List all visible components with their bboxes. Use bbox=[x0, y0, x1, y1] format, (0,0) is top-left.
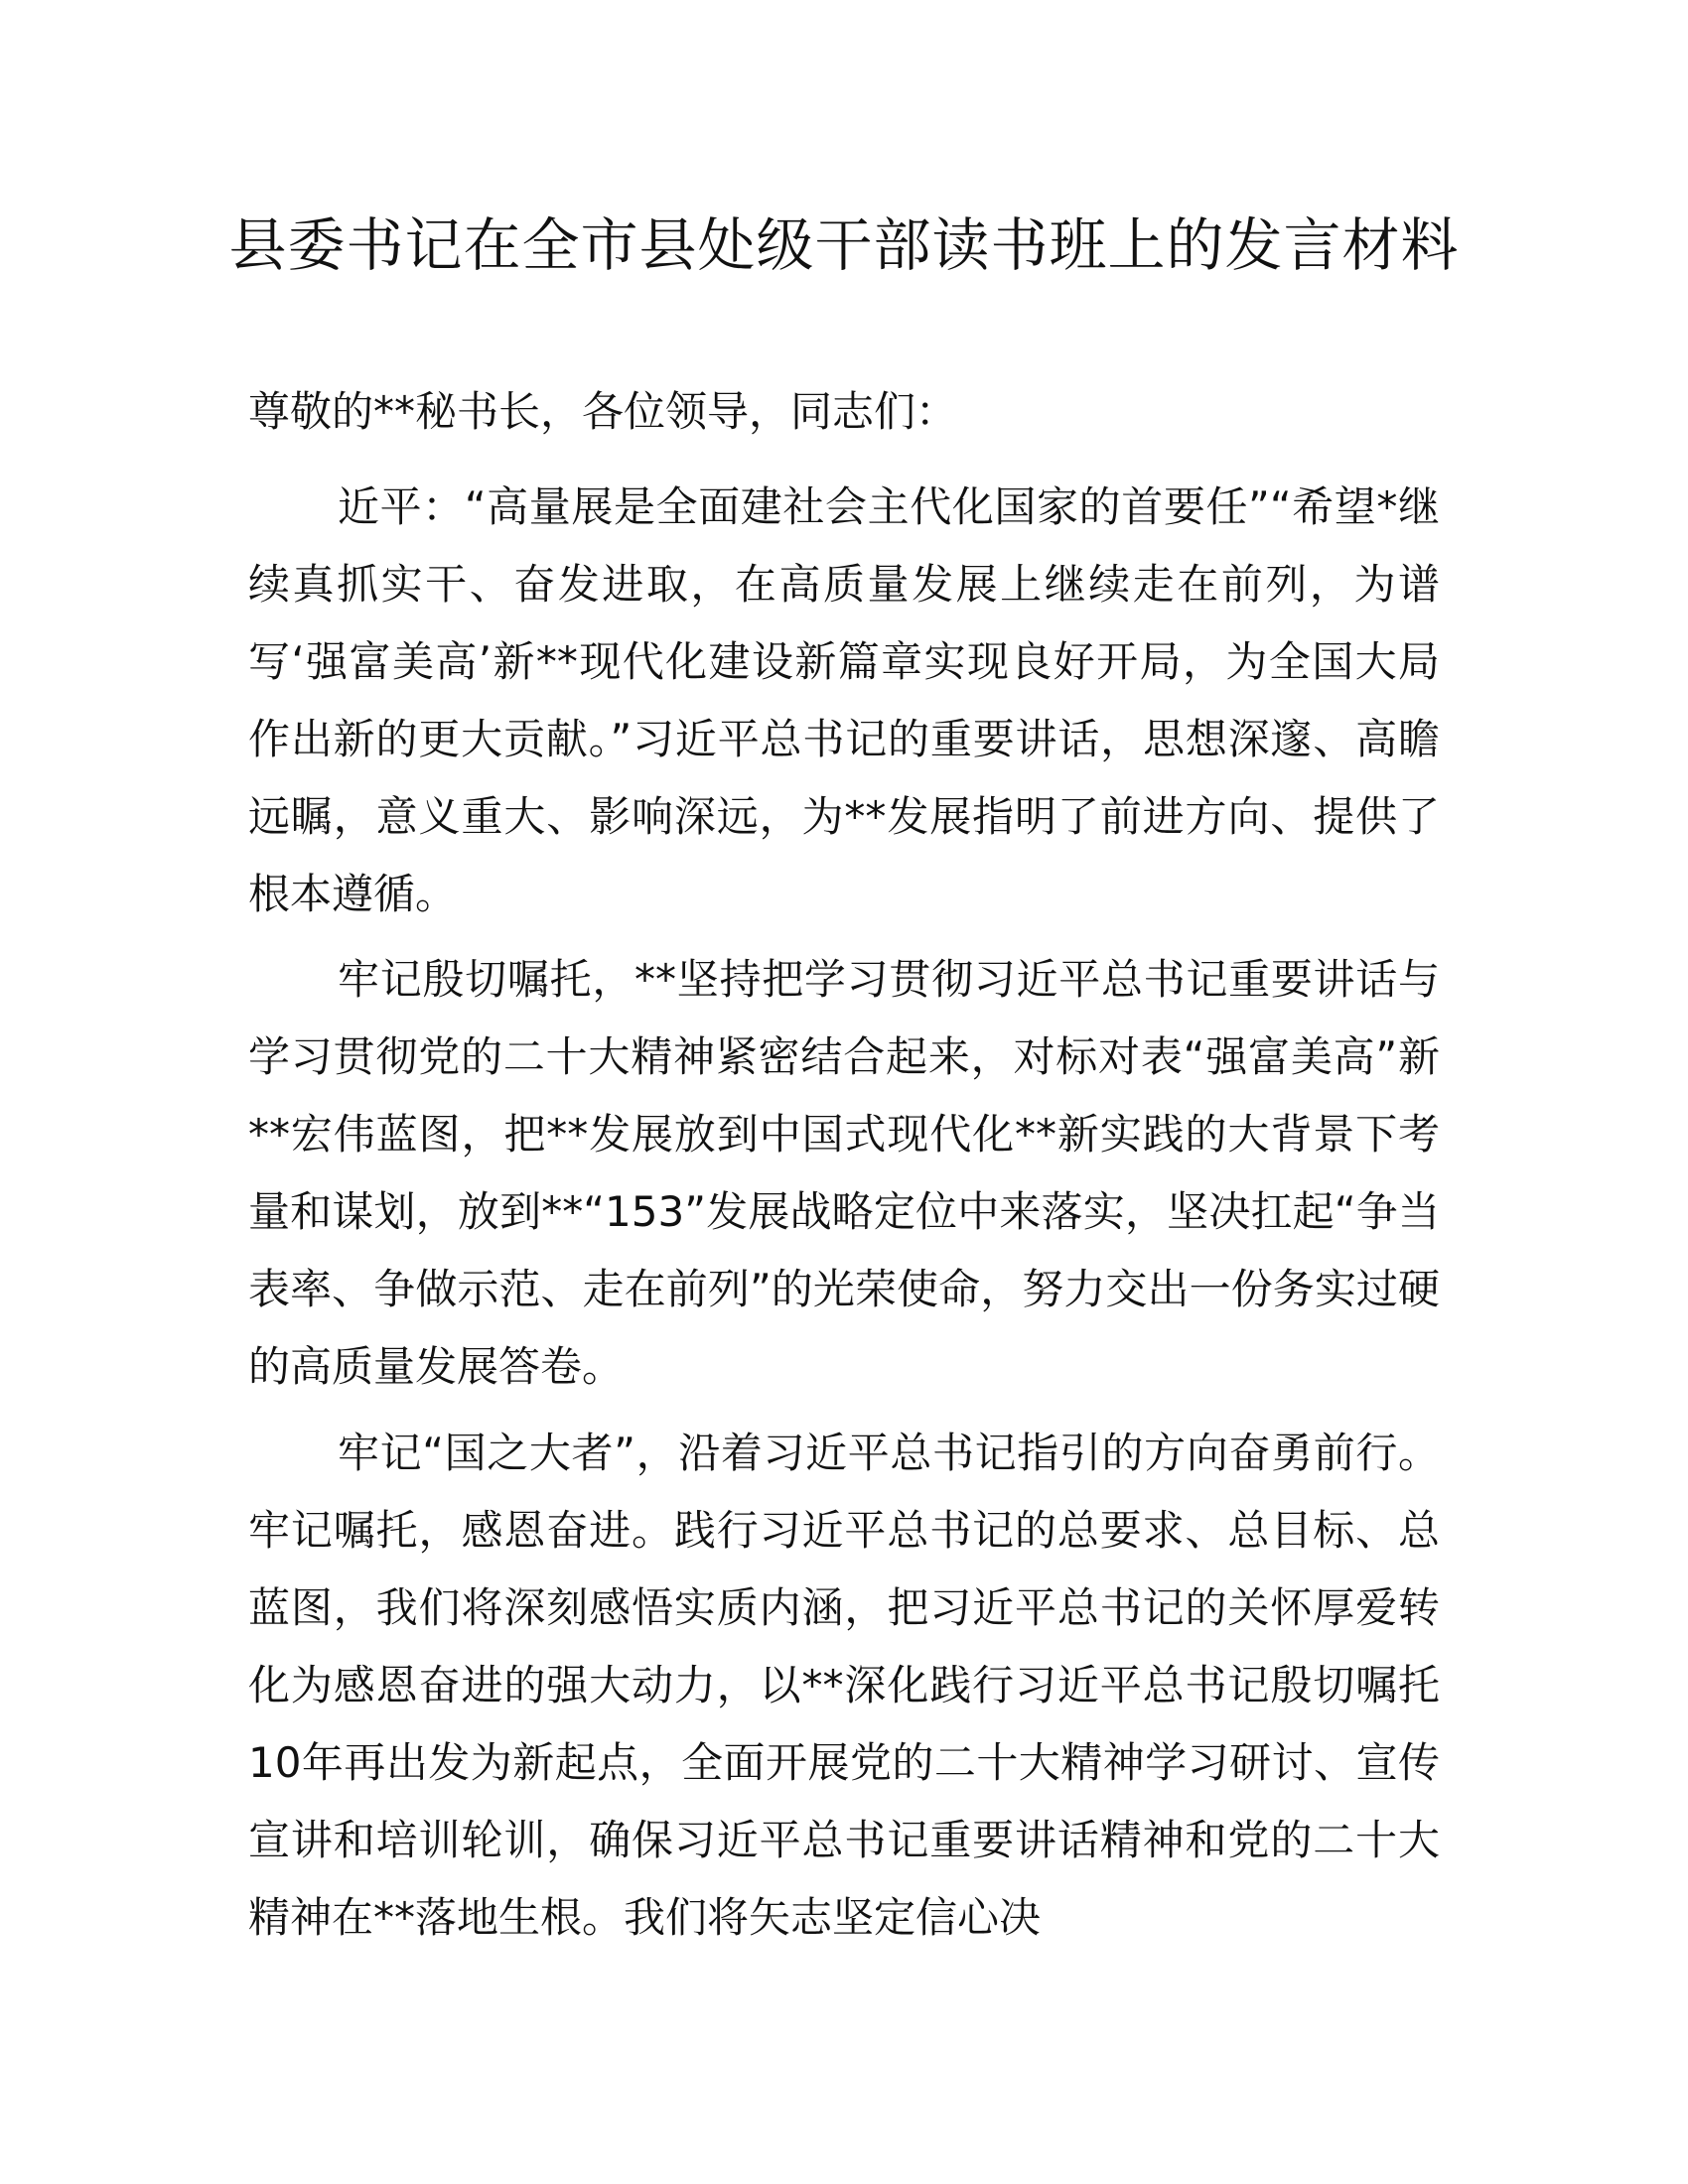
document-title: 县委书记在全市县处级干部读书班上的发言材料 bbox=[228, 211, 1460, 279]
body-paragraph: 近平：“高量展是全面建社会主代化国家的首要任”“希望*继续真抓实干、奋发进取，在高质量发展上继续走在前列，为谱写‘强富美高’新**现代化建设新篇章实现良好开局，为全国大局作出新的更大贡献。”习近平总书记的重要讲话，思想深邃、高瞻远瞩，意义重大、影响深远，为**发展指明了前进方向、提供了根本遵循。 bbox=[248, 482, 1440, 918]
body-paragraph: 牢记殷切嘱托，**坚持把学习贯彻习近平总书记重要讲话与学习贯彻党的二十大精神紧密结合起来，对标对表“强富美高”新**宏伟蓝图，把**发展放到中国式现代化**新实践的大背景下考量和谋划，放到**“153”发展战略定位中来落实，坚决扛起“争当表率、争做示范、走在前列”的光荣使命，努力交出一份务实过硬的高质量发展答卷。 bbox=[248, 955, 1440, 1391]
body-paragraph: 牢记“国之大者”，沿着习近平总书记指引的方向奋勇前行。牢记嘱托，感恩奋进。践行习近平总书记的总要求、总目标、总蓝图，我们将深刻感悟实质内涵，把习近平总书记的关怀厚爱转化为感恩奋进的强大动力，以**深化践行习近平总书记殷切嘱托10年再出发为新起点，全面开展党的二十大精神学习研讨、宣传宣讲和培训轮训，确保习近平总书记重要讲话精神和党的二十大精神在**落地生根。我们将矢志坚定信心决 bbox=[248, 1429, 1440, 1942]
salutation: 尊敬的**秘书长，各位领导，同志们： bbox=[248, 387, 958, 436]
